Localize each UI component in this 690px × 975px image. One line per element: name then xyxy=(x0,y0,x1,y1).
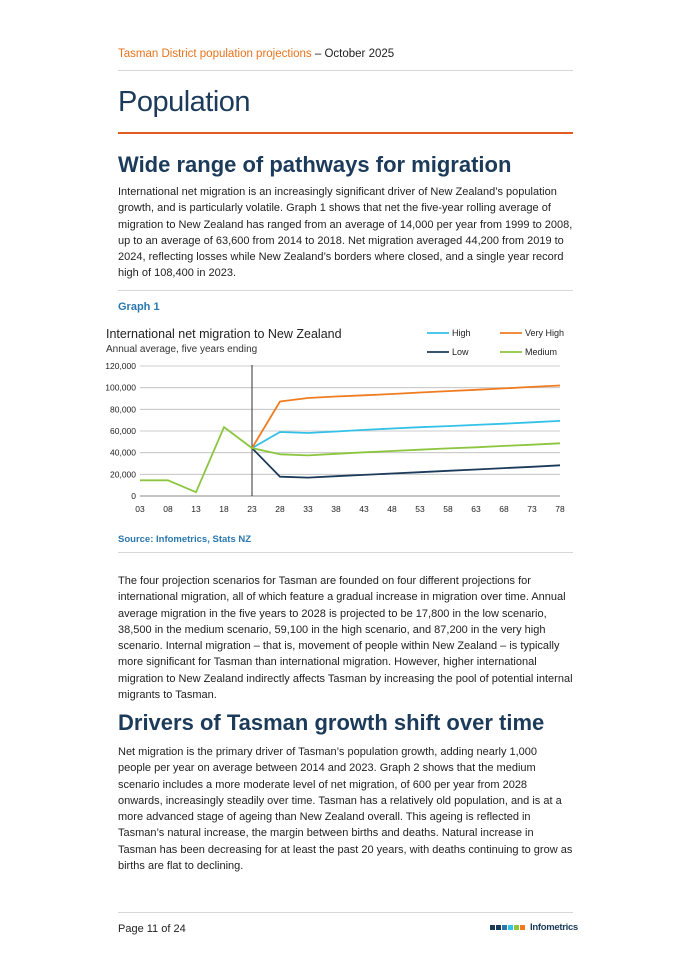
logo-square xyxy=(514,925,519,930)
header-title: Tasman District population projections xyxy=(118,48,312,60)
migration-line-chart xyxy=(100,322,575,522)
section-title: Population xyxy=(118,86,251,118)
x-tick-label: 03 xyxy=(135,504,145,514)
running-header xyxy=(118,48,394,60)
page-number: Page 11 of 24 xyxy=(118,923,186,935)
logo-square xyxy=(520,925,525,930)
x-tick-label: 63 xyxy=(471,504,481,514)
x-axis-ticks xyxy=(135,504,565,514)
x-tick-label: 18 xyxy=(219,504,229,514)
header-divider xyxy=(118,70,573,71)
x-tick-label: 43 xyxy=(359,504,369,514)
heading-migration-pathways: Wide range of pathways for migration xyxy=(118,152,512,177)
y-axis-ticks xyxy=(105,361,136,501)
graph-source: Source: Infometrics, Stats NZ xyxy=(118,534,252,545)
series-line-very-high xyxy=(252,386,560,449)
y-tick-label: 20,000 xyxy=(110,469,136,480)
logo-square xyxy=(508,925,513,930)
logo-text: Infometrics xyxy=(530,922,578,933)
x-tick-label: 13 xyxy=(191,504,201,514)
y-tick-label: 80,000 xyxy=(110,404,136,415)
header-date: – October 2025 xyxy=(311,48,395,60)
x-tick-label: 73 xyxy=(527,504,537,514)
series-line-high xyxy=(252,421,560,448)
paragraph-scenarios: The four projection scenarios for Tasman are founded on four different projections for international migration, all of which feature a gradual increase in migration over time. Annual average migration in the five years to 2028 is projected to be 17,800 in the low scenario, 38,500 in the medium scenario, 59,100 in the high scenario, and 87,200 in the very high scenario. Internal migration – that is, movement of people within New Zealand – is typically more significant for Tasman than international migration. However, higher international migration to New Zealand indirectly affects Tasman by increasing the pool of potential internal migrants to Tasman. xyxy=(118,575,573,702)
footer-divider xyxy=(118,912,573,913)
graph-bottom-divider xyxy=(118,552,573,553)
x-tick-label: 08 xyxy=(163,504,173,514)
chart-title: International net migration to New Zealand xyxy=(106,327,342,341)
series-line-history xyxy=(140,427,252,492)
paragraph-migration-intro: International net migration is an increasingly significant driver of New Zealand’s population growth, and is particularly volatile. Graph 1 shows that net the five-year rolling average of migration to New Zealand has ranged from an average of 14,000 per year from 1999 to 2008, up to an average of 63,600 from 2014 to 2018. Net migration averaged 44,200 from 2019 to 2024, reflecting losses while New Zealand’s borders where closed, and a single year record high of 108,400 in 2023. xyxy=(118,186,573,280)
x-tick-label: 58 xyxy=(443,504,453,514)
graph-top-divider xyxy=(118,290,573,291)
y-tick-label: 40,000 xyxy=(110,447,136,458)
x-tick-label: 33 xyxy=(303,504,313,514)
infometrics-logo xyxy=(490,922,578,933)
x-tick-label: 68 xyxy=(499,504,509,514)
legend-label: Low xyxy=(452,347,469,357)
heading-growth-drivers: Drivers of Tasman growth shift over time xyxy=(118,710,545,735)
legend-label: High xyxy=(452,328,471,338)
logo-square xyxy=(490,925,495,930)
legend-label: Very High xyxy=(525,328,565,338)
logo-square xyxy=(496,925,501,930)
x-tick-label: 23 xyxy=(247,504,257,514)
x-tick-label: 78 xyxy=(555,504,565,514)
y-tick-label: 100,000 xyxy=(105,382,136,393)
y-tick-label: 0 xyxy=(131,491,136,501)
paragraph-growth-drivers: Net migration is the primary driver of Tasman’s population growth, adding nearly 1,000 people per year on average between 2014 and 2023. Graph 2 shows that the medium scenario includes a more moderate level of net migration, of 600 per year from 2028 onwards, increasingly steadily over time. Tasman has a relatively old population, and is at a more advanced stage of ageing than New Zealand overall. This ageing is reflected in Tasman’s natural increase, the margin between births and deaths. Natural increase in Tasman has been decreasing for at least the past 20 years, with deaths continuing to grow as births are flat to declining. xyxy=(118,746,573,873)
x-tick-label: 53 xyxy=(415,504,425,514)
chart-subtitle: Annual average, five years ending xyxy=(106,344,258,355)
x-tick-label: 48 xyxy=(387,504,397,514)
logo-squares xyxy=(490,925,525,930)
x-tick-label: 28 xyxy=(275,504,285,514)
chart-legend xyxy=(427,328,564,357)
logo-square xyxy=(502,925,507,930)
y-tick-label: 120,000 xyxy=(105,361,136,371)
chart-series-lines xyxy=(140,365,560,496)
legend-label: Medium xyxy=(525,347,558,357)
series-line-medium xyxy=(252,443,560,455)
x-tick-label: 38 xyxy=(331,504,341,514)
graph-label: Graph 1 xyxy=(118,301,160,313)
section-title-underline xyxy=(118,132,573,134)
y-tick-label: 60,000 xyxy=(110,426,136,436)
